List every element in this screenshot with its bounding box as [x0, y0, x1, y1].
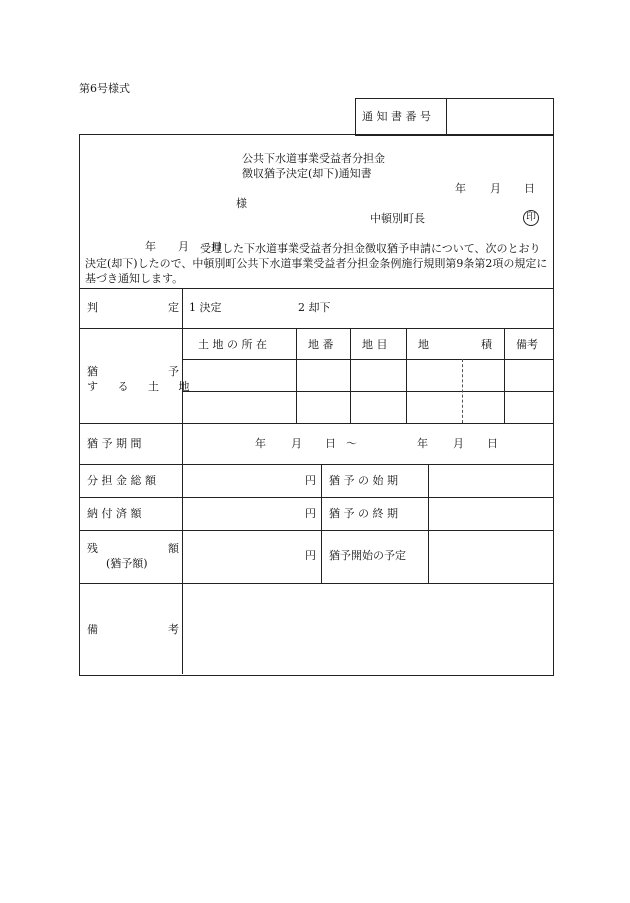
- remarks-label-left: 備: [87, 623, 98, 636]
- form-id: 第6号様式: [79, 82, 130, 95]
- balance-unit: 円: [305, 549, 316, 562]
- remarks-field[interactable]: [188, 590, 546, 668]
- total-amount-unit: 円: [305, 474, 316, 487]
- period-from-day: 日: [325, 437, 336, 450]
- header-remarks: 備考: [516, 338, 538, 351]
- land-label-line1-right: 予: [168, 365, 179, 378]
- decision-option-reject[interactable]: 2 却下: [298, 301, 331, 314]
- period-from-month: 月: [291, 437, 302, 450]
- header-land-category: 地 目: [362, 338, 388, 351]
- land-label-line2: す る 土 地: [87, 380, 198, 393]
- deferral-schedule-label: 猶予開始の予定: [329, 549, 406, 562]
- deferral-start-label: 猶 予 の 始 期: [329, 474, 398, 487]
- deferral-end-label: 猶 予 の 終 期: [329, 507, 398, 520]
- decision-label-left: 判: [87, 301, 98, 314]
- period-tilde: 〜: [346, 437, 357, 450]
- issuer: 中頓別町長: [370, 212, 425, 225]
- deferral-period-label: 猶 予 期 間: [87, 437, 142, 450]
- date-month: 月: [490, 182, 501, 195]
- notice-number-field[interactable]: [452, 104, 546, 128]
- body-date-prefix: 年 月 日: [145, 240, 222, 253]
- header-area-left: 地: [418, 338, 429, 351]
- balance-label-left: 残: [87, 542, 98, 555]
- body-text: 受理した下水道事業受益者分担金徴収猶予申請について、次のとおり決定(却下)したので、中頓別町公共下水道事業受益者分担金条例施行規則第9条第2項の規定に基づき通知します。: [85, 242, 548, 285]
- balance-label-right: 額: [168, 542, 179, 555]
- title-line1: 公共下水道事業受益者分担金: [242, 152, 385, 165]
- paid-amount-unit: 円: [305, 507, 316, 520]
- addressee-suffix: 様: [236, 197, 247, 210]
- total-amount-label: 分 担 金 総 額: [87, 474, 156, 487]
- header-lot-number: 地 番: [308, 338, 334, 351]
- notice-number-label: 通 知 書 番 号: [362, 110, 431, 123]
- period-to-month: 月: [453, 437, 464, 450]
- seal-mark: 印: [523, 210, 539, 226]
- decision-label-right: 定: [168, 301, 179, 314]
- header-area-right: 積: [481, 338, 492, 351]
- paid-amount-label: 納 付 済 額: [87, 507, 142, 520]
- title-line2: 徴収猶予決定(却下)通知書: [242, 167, 372, 180]
- date-day: 日: [524, 182, 535, 195]
- period-to-day: 日: [487, 437, 498, 450]
- balance-sublabel: (猶予額): [106, 557, 148, 570]
- remarks-label-right: 考: [168, 623, 179, 636]
- notice-number-divider: [446, 98, 447, 135]
- addressee-field[interactable]: [86, 196, 231, 211]
- header-location: 土 地 の 所 在: [198, 338, 267, 351]
- land-label-line1-left: 猶: [87, 365, 98, 378]
- date-year: 年: [455, 182, 466, 195]
- period-from-year: 年: [255, 437, 266, 450]
- decision-option-approve[interactable]: 1 決定: [189, 301, 222, 314]
- period-to-year: 年: [417, 437, 428, 450]
